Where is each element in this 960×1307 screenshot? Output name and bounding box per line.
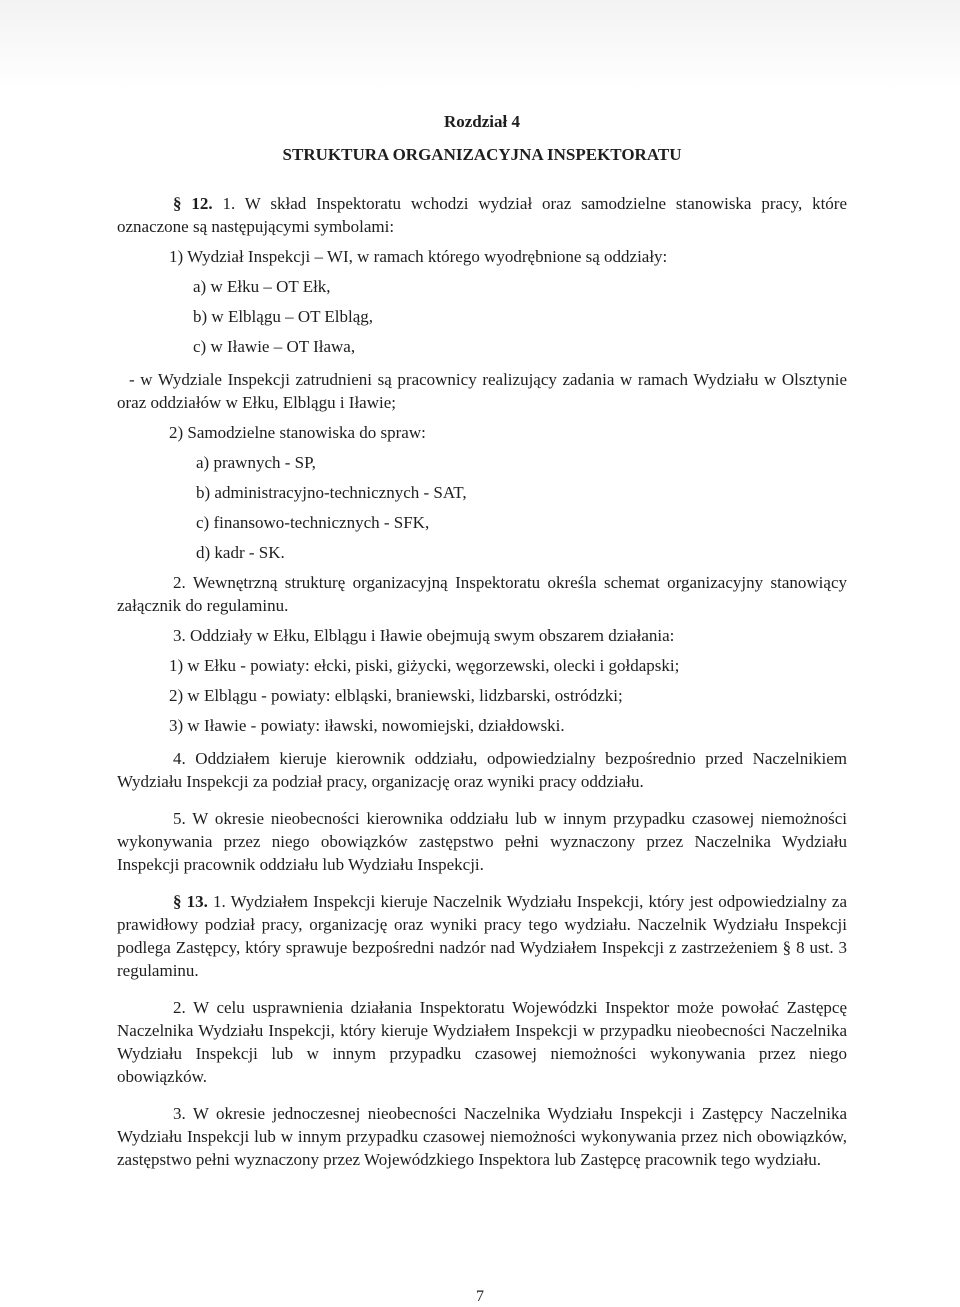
section-12-paragraph-1 — [117, 192, 847, 238]
section-12-item-1-note: - w Wydziale Inspekcji zatrudnieni są pracownicy realizujący zadania w ramach Wydziału w Olsztynie oraz oddziałów w Ełku, Elblągu i Iławie; — [117, 370, 847, 412]
section-12-paragraph-3-item-3: 3) w Iławie - powiaty: iławski, nowomiejski, działdowski. — [169, 716, 565, 735]
section-12-item-2c: c) finansowo-technicznych - SFK, — [196, 513, 430, 532]
section-12-item-1: 1) Wydział Inspekcji – WI, w ramach którego wyodrębnione są oddziały: — [169, 247, 668, 266]
section-12-item-1c: c) w Iławie – OT Iława, — [193, 337, 356, 356]
section-13-paragraph-1-text: 1. Wydziałem Inspekcji kieruje Naczelnik Wydziału Inspekcji, który jest odpowiedzialny za prawidłowy podział pracy, organizację oraz wyniki pracy tego wydziału. Naczelnik Wydziału Inspekcji podlega Zastępcy, który sprawuje bezpośredni nadzór nad Wydziałem Inspekcji z zastrzeżeniem § 8 ust. 3 regulaminu. — [117, 892, 848, 980]
section-12-item-2a: a) prawnych - SP, — [196, 453, 316, 472]
section-12-paragraph-4: 4. Oddziałem kieruje kierownik oddziału, odpowiedzialny bezpośrednio przed Naczelnikiem Wydziału Inspekcji za podział pracy, organizację oraz wyniki pracy oddziału. — [117, 749, 847, 791]
section-13-marker: § 13. — [173, 892, 208, 911]
section-13-paragraph-3: 3. W okresie jednoczesnej nieobecności Naczelnika Wydziału Inspekcji i Zastępcy Naczelnika Wydziału Inspekcji lub w innym przypadku czasowej niemożności wykonywania przez nich obowiązków, zastępstwo pełni wyznaczony przez Wojewódzkiego Inspektora lub Zastępcę pracownik tego wydziału. — [117, 1104, 847, 1169]
scan-border-shade — [0, 0, 960, 90]
section-13-paragraph-2: 2. W celu usprawnienia działania Inspektoratu Wojewódzki Inspektor może powołać Zastępcę Naczelnika Wydziału Inspekcji, który kieruje Wydziałem Inspekcji w przypadku nieobecności Naczelnika Wydziału Inspekcji lub w innym przypadku czasowej niemożności wykonywania przez niego obowiązków. — [117, 998, 847, 1086]
section-12-paragraph-3-item-1: 1) w Ełku - powiaty: ełcki, piski, giżycki, węgorzewski, olecki i gołdapski; — [169, 656, 680, 675]
section-12-item-2: 2) Samodzielne stanowiska do spraw: — [169, 423, 426, 442]
section-12-marker: § 12. — [173, 194, 213, 213]
section-12-paragraph-3-item-2: 2) w Elblągu - powiaty: elbląski, braniewski, lidzbarski, ostródzki; — [169, 686, 623, 705]
chapter-title: STRUKTURA ORGANIZACYJNA INSPEKTORATU — [282, 145, 682, 164]
section-12-paragraph-3: 3. Oddziały w Ełku, Elblągu i Iławie obejmują swym obszarem działania: — [173, 626, 675, 645]
section-12-item-1b: b) w Elblągu – OT Elbląg, — [193, 307, 374, 326]
chapter-number: Rozdział 4 — [443, 112, 521, 131]
section-13-paragraph-1 — [117, 890, 847, 982]
page-number: 7 — [476, 1288, 484, 1305]
section-12-paragraph-5: 5. W okresie nieobecności kierownika oddziału lub w innym przypadku czasowej niemożności wykonywania przez niego obowiązków zastępstwo pełni wyznaczony przez Naczelnika Wydziału Inspekcji pracownik oddziału lub Wydziału Inspekcji. — [117, 809, 847, 874]
section-12-paragraph-1-text: 1. W skład Inspektoratu wchodzi wydział oraz samodzielne stanowiska pracy, które oznaczone są następującymi symbolami: — [117, 194, 848, 236]
section-12-paragraph-2: 2. Wewnętrzną strukturę organizacyjną Inspektoratu określa schemat organizacyjny stanowiący załącznik do regulaminu. — [117, 573, 847, 615]
section-12-item-2b: b) administracyjno-technicznych - SAT, — [196, 483, 467, 502]
document-page — [117, 110, 847, 1171]
section-12-item-2d: d) kadr - SK. — [196, 543, 285, 562]
section-12-item-1a: a) w Ełku – OT Ełk, — [193, 277, 331, 296]
